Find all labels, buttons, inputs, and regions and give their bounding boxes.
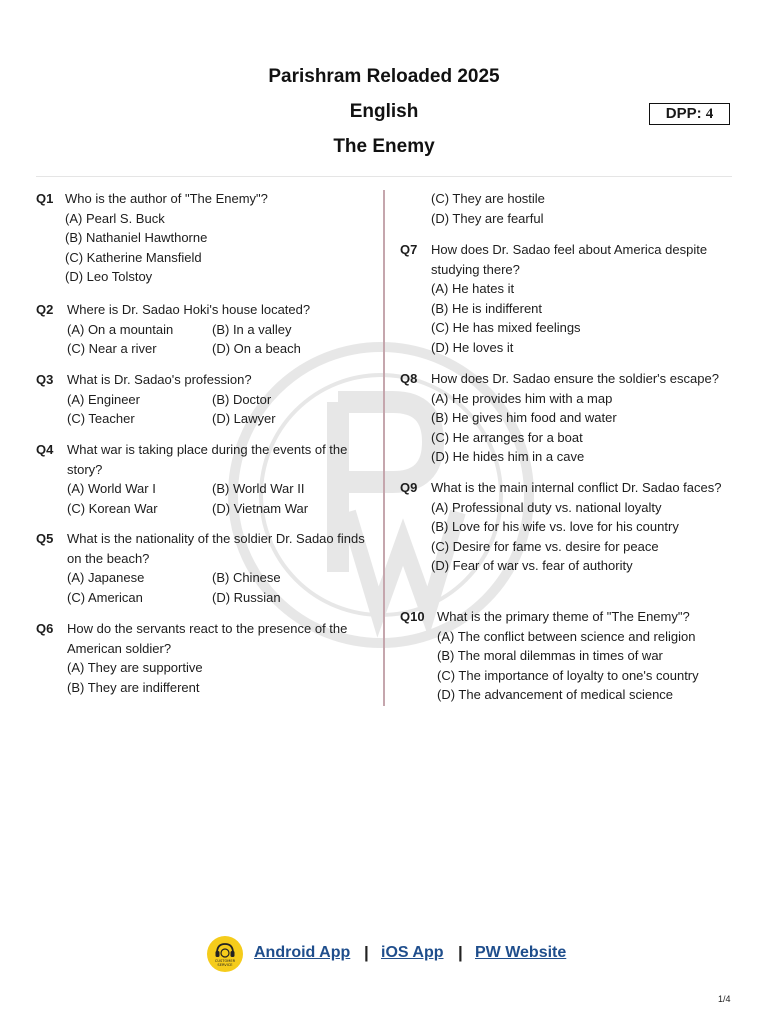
question-q8 (400, 369, 730, 478)
option-a: (A) Professional duty vs. national loyalty (431, 499, 662, 515)
option-d: (D) On a beach (212, 341, 301, 356)
option-a: (A) World War I (67, 481, 156, 496)
option-c: (C) They are hostile (431, 191, 545, 206)
question-text: Who is the author of "The Enemy"? (65, 191, 268, 206)
separator: | (364, 943, 369, 962)
option-c: (C) Near a river (67, 341, 157, 356)
option-b: (B) Chinese (212, 570, 281, 585)
option-a: (A) Engineer (67, 391, 140, 407)
option-d: (D) Leo Tolstoy (65, 269, 153, 284)
subject-title: English (349, 101, 419, 122)
question-text: What is the main internal conflict Dr. Sadao faces? (431, 480, 722, 495)
option-a: (A) Pearl S. Buck (65, 210, 165, 226)
option-c: (C) The importance of loyalty to one's country (437, 667, 699, 683)
option-a: (A) They are supportive (67, 660, 203, 675)
dpp-label: DPP: (665, 105, 702, 122)
option-a: (A) The conflict between science and religion (437, 628, 696, 644)
option-b: (B) In a valley (212, 321, 292, 337)
option-b: (B) Nathaniel Hawthorne (65, 230, 208, 245)
question-text: What is the primary theme of "The Enemy"? (437, 609, 690, 624)
option-c: (C) He arranges for a boat (431, 429, 583, 445)
icon-text-2: SERVICE (217, 963, 233, 967)
question-number: Q7 (400, 242, 418, 257)
option-d: (D) He loves it (431, 339, 514, 355)
option-a: (A) He provides him with a map (431, 390, 613, 406)
question-q7 (400, 240, 730, 369)
left-column (36, 189, 371, 697)
option-c: (C) Desire for fame vs. desire for peace (431, 538, 659, 554)
question-text: How does Dr. Sadao feel about America despite studying there? (431, 242, 708, 277)
option-b: (B) Love for his wife vs. love for his country (431, 519, 679, 534)
chapter-title: The Enemy (333, 136, 435, 157)
question-q6-continued (400, 189, 730, 240)
option-b: (B) World War II (212, 481, 305, 496)
option-b: (B) They are indifferent (67, 679, 200, 695)
option-b: (B) He is indifferent (431, 300, 543, 316)
option-a: (A) He hates it (431, 281, 515, 296)
icon-text-1: CUSTOMER (214, 959, 236, 963)
ios-app-link[interactable]: iOS App (381, 944, 444, 961)
option-d: (D) Fear of war vs. fear of authority (431, 558, 633, 573)
option-d: (D) The advancement of medical science (437, 687, 674, 702)
option-b: (B) Doctor (212, 391, 272, 407)
option-c: (C) Korean War (67, 500, 158, 516)
question-text: What is Dr. Sadao's profession? (67, 372, 252, 387)
right-column (400, 189, 730, 705)
column-divider (383, 190, 385, 706)
question-text: What war is taking place during the events of the story? (67, 442, 348, 477)
question-q6 (36, 619, 371, 697)
option-d: (D) Vietnam War (212, 500, 309, 516)
question-q5 (36, 529, 371, 619)
option-b: (B) He gives him food and water (431, 410, 617, 425)
footer-links (0, 936, 768, 972)
separator: | (458, 943, 463, 962)
option-d: (D) Russian (212, 589, 281, 605)
question-number: Q9 (400, 480, 418, 495)
question-number: Q10 (400, 609, 425, 624)
page-title: Parishram Reloaded 2025 (268, 66, 500, 87)
question-text: What is the nationality of the soldier Dr. Sadao finds on the beach? (67, 531, 365, 566)
option-c: (C) He has mixed feelings (431, 320, 581, 335)
question-q4 (36, 440, 371, 529)
question-number: Q4 (36, 442, 54, 457)
question-q3 (36, 370, 371, 440)
question-text: Where is Dr. Sadao Hoki's house located? (67, 302, 311, 317)
dpp-number: 4 (705, 106, 714, 122)
header-rule (36, 176, 732, 177)
option-c: (C) American (67, 589, 143, 605)
page-number: 1/4 (718, 994, 731, 1004)
question-number: Q5 (36, 531, 54, 546)
question-number: Q8 (400, 371, 418, 386)
question-q2 (36, 300, 371, 370)
android-app-link[interactable]: Android App (254, 944, 351, 961)
question-q9 (400, 478, 730, 607)
question-q1 (36, 189, 371, 300)
question-number: Q6 (36, 621, 54, 636)
option-d: (D) Lawyer (212, 411, 276, 426)
question-text: How does Dr. Sadao ensure the soldier's escape? (431, 371, 719, 386)
dpp-badge (649, 103, 730, 125)
question-number: Q3 (36, 372, 54, 387)
question-number: Q1 (36, 191, 54, 206)
question-text: How do the servants react to the presence of the American soldier? (67, 621, 348, 656)
question-q10 (400, 607, 730, 705)
option-c: (C) Katherine Mansfield (65, 249, 202, 265)
option-a: (A) Japanese (67, 570, 145, 585)
pw-website-link[interactable]: PW Website (475, 944, 567, 961)
question-number: Q2 (36, 302, 54, 317)
option-a: (A) On a mountain (67, 321, 174, 337)
option-b: (B) The moral dilemmas in times of war (437, 648, 663, 663)
option-d: (D) They are fearful (431, 210, 544, 226)
option-c: (C) Teacher (67, 411, 135, 426)
customer-service-icon (207, 936, 243, 972)
option-d: (D) He hides him in a cave (431, 449, 585, 464)
